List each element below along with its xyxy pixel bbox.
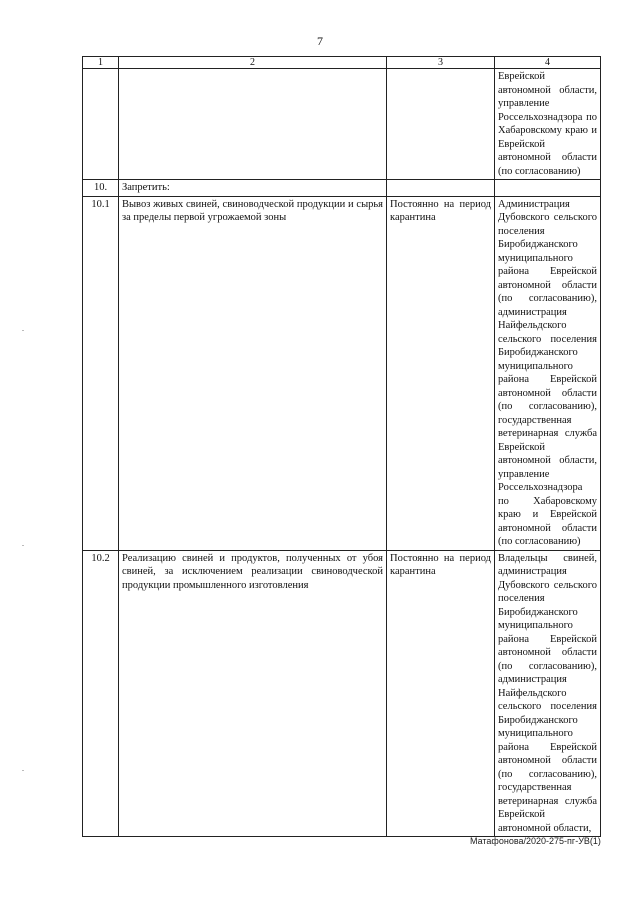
responsible-line: Администрация [498,198,570,210]
responsible-line: Найфельдского [498,687,567,699]
document-footer-code: Матафонова/2020-275-пг-УВ(1) [470,836,601,846]
responsible-line: автономной области [498,647,597,658]
responsible-line: Биробиджанского [498,606,578,618]
row-responsible [495,550,601,837]
scan-mark [22,770,24,771]
header-col-4: 4 [495,57,601,69]
responsible-line: Россельхознадзора [498,482,583,493]
responsible-line: Еврейской [498,71,545,82]
responsible-line: Еврейской [498,138,545,150]
responsible-line: автономной области [498,755,597,766]
responsible-line: Биробиджанского [498,239,578,250]
responsible-line: администрация [498,306,567,318]
responsible-line: по Хабаровскому [498,495,597,507]
responsible-line: администрация [498,566,567,577]
section-text: Запретить: [119,180,387,197]
responsible-line: сельского поселения [498,333,597,345]
table-row [83,550,601,837]
responsible-line: района Еврейской [498,266,597,277]
responsible-line: автономной области [498,522,597,534]
responsible-line: муниципального [498,728,573,739]
section-number: 10. [83,180,119,197]
row-number: 10.2 [83,550,119,837]
responsible-line: поселения [498,593,545,604]
responsible-line: автономной области, [498,822,592,834]
responsible-line: автономной области [498,152,597,163]
continuation-row [83,69,601,180]
responsible-line: сельского поселения [498,701,597,712]
responsible-line: краю и Еврейской [498,509,597,520]
row-responsible [495,196,601,550]
responsible-line: Дубовского сельского [498,579,597,591]
responsible-line: автономной области, [498,84,597,96]
responsible-line: Россельхознадзора по [498,111,597,123]
responsible-line: района Еврейской [498,633,597,645]
responsible-line: района Еврейской [498,374,597,385]
measures-table [82,56,601,837]
responsible-line: государственная [498,782,572,793]
responsible-line: управление [498,468,550,480]
responsible-line: Биробиджанского [498,347,578,358]
row-measure: Вывоз живых свиней, свиноводческой продукции и сырья за пределы первой угрожаемой зоны [119,196,387,550]
responsible-line: Биробиджанского [498,714,578,726]
responsible-line: Владельцы свиней, [498,552,597,564]
responsible-line: Найфельдского [498,320,567,331]
row-period: Постоянно на период карантина [387,550,495,837]
responsible-line: Хабаровскому краю и [498,125,597,136]
responsible-line: ветеринарная служба [498,428,597,439]
responsible-line: (по согласованию), [498,660,597,672]
responsible-line: автономной области [498,387,597,399]
responsible-line: поселения [498,225,545,237]
section-row [83,180,601,197]
responsible-line: муниципального [498,620,573,631]
responsible-line: района Еврейской [498,741,597,753]
responsible-line: муниципального [498,360,573,372]
responsible-line: управление [498,98,550,109]
responsible-line: автономной области [498,279,597,291]
scan-mark [22,330,24,331]
responsible-line: (по согласованию), [498,401,597,412]
responsible-line: Еврейской [498,441,545,453]
table-row [83,196,601,550]
page-number: 7 [317,34,323,48]
responsible-line: муниципального [498,252,573,264]
responsible-line: (по согласованию), [498,768,597,780]
header-col-3: 3 [387,57,495,69]
responsible-line: (по согласованию), [498,293,597,304]
row-measure: Реализацию свиней и продуктов, полученных от убоя свиней, за исключением реализации свиноводческой продукции промышленного изготовления [119,550,387,837]
responsible-line: Еврейской [498,809,545,820]
responsible-line: Дубовского сельского [498,212,597,223]
header-col-1: 1 [83,57,119,69]
row-number: 10.1 [83,196,119,550]
table-header-row [83,57,601,69]
responsible-line: автономной области, [498,455,597,466]
responsible-line: ветеринарная служба [498,795,597,807]
responsible-line: (по согласованию) [498,165,581,177]
header-col-2: 2 [119,57,387,69]
continuation-responsible [495,69,601,180]
responsible-line: администрация [498,674,567,685]
row-period: Постоянно на период карантина [387,196,495,550]
responsible-line: (по согласованию) [498,536,581,547]
responsible-line: государственная [498,414,572,426]
scan-mark [22,545,24,546]
